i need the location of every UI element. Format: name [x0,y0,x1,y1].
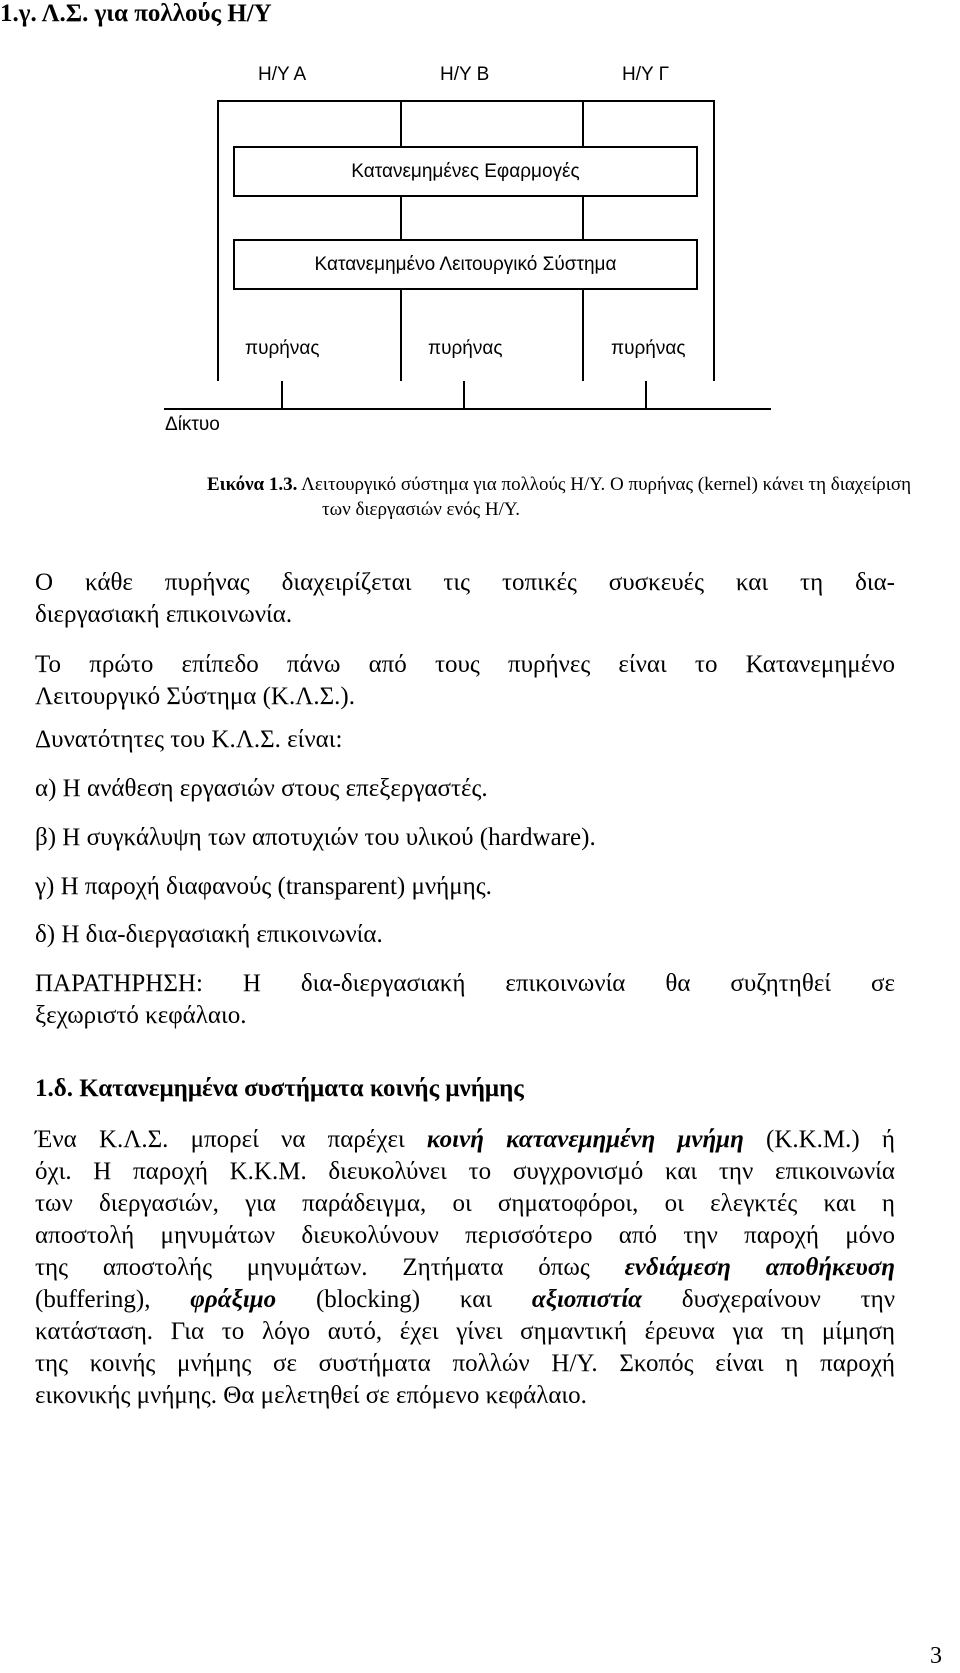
section-line [35,1124,895,1156]
frame-divider-4 [582,197,584,239]
section-text: (Κ.Κ.Μ.) ή [743,1126,896,1153]
paragraph-kernels-line2: διεργασιακή επικοινωνία. [35,601,293,628]
net-connector-c [645,381,647,410]
section-line [35,1284,895,1316]
frame-left [217,100,219,381]
section-line: όχι. Η παροχή Κ.Κ.Μ. διευκολύνει το συγχρονισμό και την επικοινωνία [35,1158,895,1185]
section-line: αποστολή μηνυμάτων διευκολύνουν περισσότερο από την παροχή μόνο [35,1222,895,1249]
section-text: (buffering), [35,1286,191,1313]
frame-top [217,100,715,102]
capability-item: γ) Η παροχή διαφανούς (transparent) μνήμης. [35,873,492,900]
network-label: Δίκτυο [165,414,220,435]
computer-b-label: Η/Υ Β [440,64,490,85]
frame-divider-2 [582,100,584,146]
kernel-label-a: πυρήνας [245,338,320,359]
paragraph-dos-line1: Το πρώτο επίπεδο πάνω από τους πυρήνες είναι το Κατανεμημένο [35,651,895,678]
page-heading: 1.γ. Λ.Σ. για πολλούς Η/Υ [0,0,272,27]
capability-item: δ) Η δια-διεργασιακή επικοινωνία. [35,921,383,948]
section-text: (blocking) και [276,1286,532,1313]
figure-caption-text: Λειτουργικό σύστημα για πολλούς Η/Υ. Ο πυρήνας (kernel) κάνει τη διαχείριση [297,474,912,495]
page-number: 3 [930,1643,942,1669]
paragraph-dos-line2: Λειτουργικό Σύστημα (Κ.Λ.Σ.). [35,683,355,710]
frame-divider-1 [400,100,402,146]
note-line2: ξεχωριστό κεφάλαιο. [35,1002,247,1029]
section-line: εικονικής μνήμης. Θα μελετηθεί σε επόμενο κεφάλαιο. [35,1382,587,1409]
net-connector-b [463,381,465,410]
section-text: δυσχεραίνουν την [642,1286,896,1313]
network-line [164,408,771,410]
frame-right [713,100,715,381]
emphasis-term: αξιοπιστία [531,1286,642,1313]
frame-divider-6 [582,290,584,381]
section-text: Ένα Κ.Λ.Σ. μπορεί να παρέχει [35,1126,427,1153]
capability-item: α) Η ανάθεση εργασιών στους επεξεργαστές. [35,775,488,802]
section-title: 1.δ. Κατανεμημένα συστήματα κοινής μνήμης [35,1075,524,1102]
emphasis-term: κοινή κατανεμημένη μνήμη [426,1126,744,1153]
figure-caption [207,474,911,496]
paragraph-kernels-line1: Ο κάθε πυρήνας διαχειρίζεται τις τοπικές συσκευές και τη δια- [35,569,895,596]
distributed-os-label: Κατανεμημένο Λειτουργικό Σύστημα [314,253,617,275]
frame-divider-3 [400,197,402,239]
computer-c-label: Η/Υ Γ [622,64,670,85]
section-line [35,1252,895,1284]
figure-caption-line2: των διεργασιών ενός Η/Υ. [322,499,521,520]
section-text: της αποστολής μηνυμάτων. Ζητήματα όπως [35,1254,625,1281]
kernel-label-c: πυρήνας [611,338,686,359]
frame-divider-5 [400,290,402,381]
emphasis-term: ενδιάμεση αποθήκευση [624,1254,895,1281]
computer-a-label: Η/Υ Α [258,64,307,85]
distributed-os-box [233,239,698,290]
distributed-apps-label: Κατανεμημένες Εφαρμογές [351,160,580,182]
emphasis-term: φράξιμο [190,1286,277,1313]
figure-caption-label: Εικόνα 1.3. [207,474,298,495]
capability-item: β) Η συγκάλυψη των αποτυχιών του υλικού (hardware). [35,824,596,851]
distributed-apps-box [233,146,698,197]
capabilities-intro: Δυνατότητες του Κ.Λ.Σ. είναι: [35,726,343,753]
net-connector-a [281,381,283,410]
note-line1: ΠΑΡΑΤΗΡΗΣΗ: Η δια-διεργασιακή επικοινωνία θα συζητηθεί σε [35,970,895,997]
section-line: κατάσταση. Για το λόγο αυτό, έχει γίνει σημαντική έρευνα για τη μίμηση [35,1318,895,1345]
section-line: της κοινής μνήμης σε συστήματα πολλών Η/Υ. Σκοπός είναι η παροχή [35,1350,895,1377]
section-line: των διεργασιών, για παράδειγμα, οι σηματοφόροι, οι ελεγκτές και η [35,1190,895,1217]
kernel-label-b: πυρήνας [428,338,503,359]
